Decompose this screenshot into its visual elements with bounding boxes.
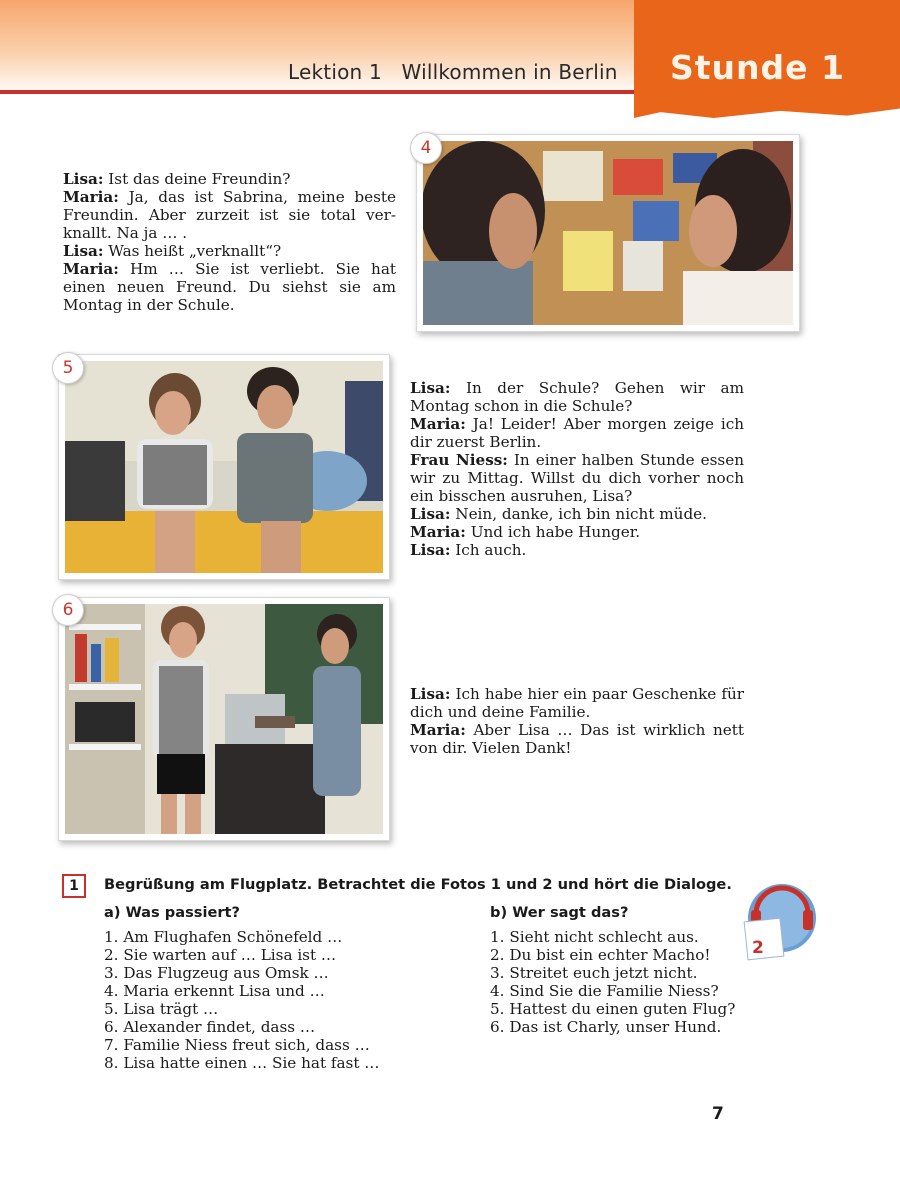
dialog-block-3	[410, 685, 744, 757]
dialog-block-2	[410, 379, 744, 559]
photo-two-girls-on-bed-icon	[65, 361, 383, 573]
photo-5	[58, 354, 390, 580]
part-a-list	[104, 928, 379, 1072]
list-item: 4. Sind Sie die Familie Niess?	[490, 982, 719, 1000]
list-item: 6. Alexander findet, dass …	[104, 1018, 316, 1036]
dialog-line	[410, 541, 744, 559]
exercise-number-box: 1	[62, 874, 86, 898]
utterance: Ja! Leider! Aber morgen zeige ich dir zuerst Berlin.	[410, 415, 744, 451]
utterance: Ja, das ist Sabrina, meine beste Freundin. Aber zurzeit ist sie total ver-knallt. Na ja … .	[63, 188, 396, 242]
dialog-block-1	[63, 170, 396, 314]
dialog-line	[410, 379, 744, 415]
speaker: Maria:	[63, 260, 119, 278]
utterance: Was heißt „verknallt“?	[103, 242, 282, 260]
dialog-line	[410, 505, 744, 523]
utterance: Hm … Sie ist verliebt. Sie hat einen neuen Freund. Du siehst sie am Montag in der Schule.	[63, 260, 396, 314]
list-item: 7. Familie Niess freut sich, dass …	[104, 1036, 370, 1054]
utterance: Aber Lisa … Das ist wirklich nett von dir. Vielen Dank!	[410, 721, 744, 757]
dialog-line	[63, 242, 396, 260]
header-red-rule	[0, 90, 634, 94]
dialog-line	[410, 451, 744, 505]
speaker: Lisa:	[63, 170, 104, 188]
speaker: Lisa:	[410, 505, 451, 523]
photo-number-badge: 5	[52, 352, 84, 384]
speaker: Lisa:	[410, 541, 451, 559]
utterance: Und ich habe Hunger.	[465, 523, 641, 541]
list-item: 2. Sie warten auf … Lisa ist …	[104, 946, 337, 964]
dialog-line	[410, 523, 744, 541]
part-a-title: a) Was passiert?	[104, 904, 240, 921]
speaker: Frau Niess:	[410, 451, 508, 469]
list-item: 5. Hattest du einen guten Flug?	[490, 1000, 736, 1018]
dialog-line	[63, 188, 396, 242]
utterance: Ich habe hier ein paar Geschenke für dich und deine Familie.	[410, 685, 744, 721]
photo-4	[416, 134, 800, 332]
part-b-list	[490, 928, 735, 1036]
dialog-line	[63, 260, 396, 314]
dialog-line	[410, 415, 744, 451]
part-b-title: b) Wer sagt das?	[490, 904, 629, 921]
utterance: Nein, danke, ich bin nicht müde.	[450, 505, 707, 523]
list-item: 1. Sieht nicht schlecht aus.	[490, 928, 699, 946]
speaker: Maria:	[410, 523, 466, 541]
dialog-line	[63, 170, 396, 188]
speaker: Lisa:	[410, 685, 451, 703]
list-item: 6. Das ist Charly, unser Hund.	[490, 1018, 722, 1036]
photo-number-badge: 6	[52, 594, 84, 626]
utterance: Ich auch.	[450, 541, 527, 559]
list-item: 3. Das Flugzeug aus Omsk …	[104, 964, 329, 982]
speaker: Maria:	[410, 721, 466, 739]
list-item: 2. Du bist ein echter Macho!	[490, 946, 711, 964]
speaker: Maria:	[63, 188, 119, 206]
list-item: 3. Streitet euch jetzt nicht.	[490, 964, 698, 982]
photo-two-girls-bulletin-board-icon	[423, 141, 793, 325]
stunde-label: Stunde 1	[670, 48, 845, 87]
speaker: Lisa:	[410, 379, 451, 397]
photo-6	[58, 597, 390, 841]
list-item: 1. Am Flughafen Schönefeld …	[104, 928, 343, 946]
photo-number-badge: 4	[410, 132, 442, 164]
list-item: 5. Lisa trägt …	[104, 1000, 219, 1018]
list-item: 8. Lisa hatte einen … Sie hat fast …	[104, 1054, 380, 1072]
photo-girl-giving-gift-icon	[65, 604, 383, 834]
audio-track-number: 2	[752, 938, 764, 958]
speaker: Lisa:	[63, 242, 104, 260]
dialog-line	[410, 685, 744, 721]
list-item: 4. Maria erkennt Lisa und …	[104, 982, 325, 1000]
dialog-line	[410, 721, 744, 757]
audio-cd-icon	[738, 866, 818, 966]
lesson-title: Lektion 1 Willkommen in Berlin	[288, 60, 618, 84]
page-number: 7	[712, 1104, 724, 1124]
speaker: Maria:	[410, 415, 466, 433]
utterance: In der Schule? Gehen wir am Montag schon in die Schule?	[410, 379, 744, 415]
exercise-title: Begrüßung am Flugplatz. Betrachtet die Fotos 1 und 2 und hört die Dialoge.	[104, 876, 732, 893]
utterance: Ist das deine Freundin?	[103, 170, 291, 188]
utterance: In einer halben Stunde essen wir zu Mittag. Willst du dich vorher noch ein bisschen ausruhen, Lisa?	[410, 451, 744, 505]
